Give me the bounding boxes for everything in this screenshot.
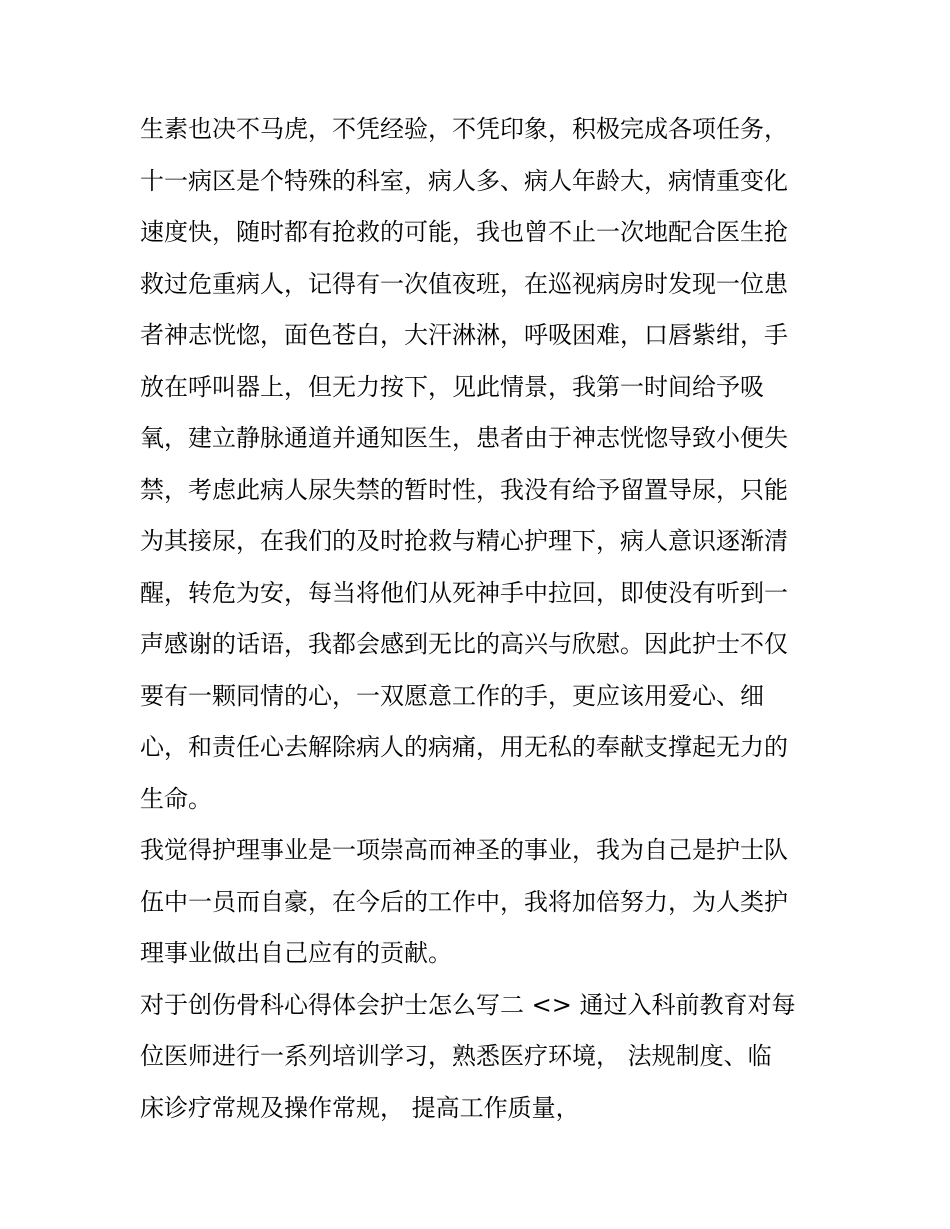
text-line: 我觉得护理事业是一项崇高而神圣的事业，我为自己是护士队 <box>140 836 788 864</box>
document-body <box>140 104 820 1134</box>
text-line: 为其接尿，在我们的及时抢救与精心护理下，病人意识逐渐清 <box>140 527 788 555</box>
text-line: 伍中一员而自豪，在今后的工作中，我将加倍努力，为人类护 <box>140 887 788 916</box>
text-line: 心，和责任心去解除病人的病痛，用无私的奉献支撑起无力的 <box>140 733 788 761</box>
text-line: 对于创伤骨科心得体会护士怎么写二 <> 通过入科前教育对每 <box>140 990 796 1019</box>
text-line: 者神志恍惚，面色苍白，大汗淋淋，呼吸困难，口唇紫绀，手 <box>140 321 788 349</box>
text-line: 禁，考虑此病人尿失禁的暂时性，我没有给予留置导尿，只能 <box>140 475 788 504</box>
text-line: 理事业做出自己应有的贡献。 <box>140 939 452 967</box>
text-line: 醒，转危为安，每当将他们从死神手中拉回，即使没有听到一 <box>140 578 788 607</box>
text-line: 生命。 <box>140 784 212 813</box>
text-line: 声感谢的话语，我都会感到无比的高兴与欣慰。因此护士不仅 <box>140 630 788 658</box>
text-line: 放在呼叫器上，但无力按下，见此情景，我第一时间给予吸 <box>140 372 764 401</box>
text-line: 十一病区是个特殊的科室，病人多、病人年龄大，病情重变化 <box>140 166 788 195</box>
text-line: 位医师进行一系列培训学习，熟悉医疗环境， 法规制度、临 <box>140 1042 772 1070</box>
text-line: 速度快，随时都有抢救的可能，我也曾不止一次地配合医生抢 <box>140 218 788 246</box>
text-line: 氧，建立静脉通道并通知医生，患者由于神志恍惚导致小便失 <box>140 424 788 452</box>
text-line: 救过危重病人，记得有一次值夜班，在巡视病房时发现一位患 <box>140 269 788 298</box>
text-line: 生素也决不马虎，不凭经验，不凭印象，积极完成各项任务， <box>140 115 788 143</box>
text-line: 要有一颗同情的心，一双愿意工作的手，更应该用爱心、细 <box>140 681 764 710</box>
text-line: 床诊疗常规及操作常规， 提高工作质量， <box>140 1093 580 1122</box>
